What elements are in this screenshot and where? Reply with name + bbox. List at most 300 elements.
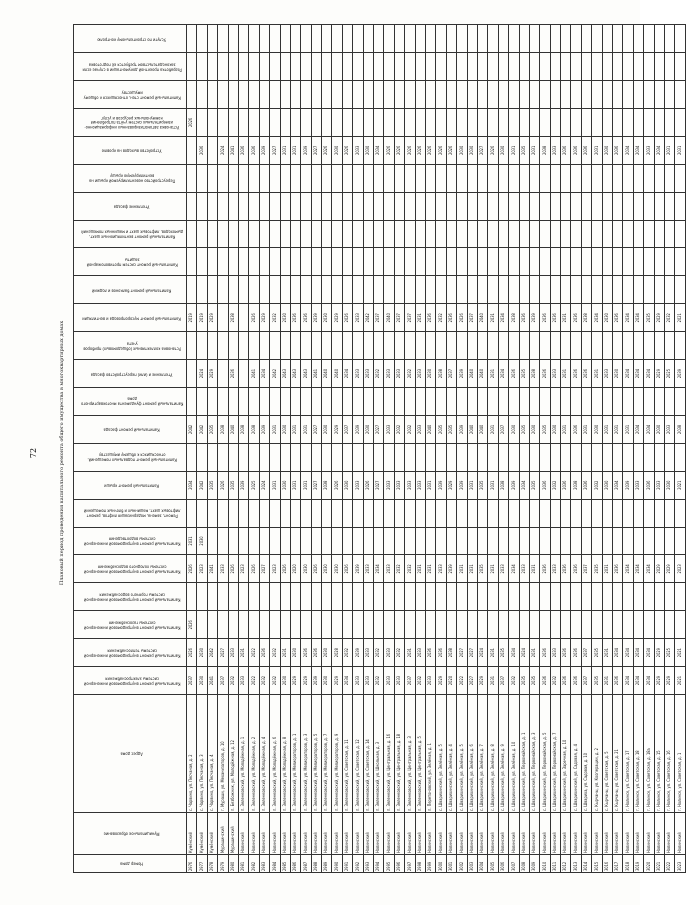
year-cell: 2040 (477, 415, 487, 443)
year-cell: 2030 (332, 136, 342, 164)
column-header-label: Капитальный ремонт внутридомовой инженерной системы холодного водоснабжения (83, 564, 181, 575)
municipality-cell: Нолинский (374, 813, 384, 855)
year-cell (550, 443, 560, 471)
year-cell: 2030 (363, 415, 373, 443)
year-cell (540, 108, 550, 136)
year-cell (405, 108, 415, 136)
year-cell (405, 164, 415, 192)
column-header-label: Установка коллективных (общедомовых) приборов учета (83, 341, 181, 352)
year-cell (633, 332, 643, 360)
year-cell: 2034 (633, 304, 643, 332)
year-cell (519, 388, 529, 416)
table-row (187, 25, 197, 873)
year-cell (540, 276, 550, 304)
year-cell: 2033 (415, 360, 425, 388)
address-cell: г. Нолинск, ул. Советская, д. 18 (633, 695, 643, 813)
year-cell (363, 611, 373, 639)
year-cell (384, 388, 394, 416)
year-cell (602, 53, 612, 81)
year-cell (581, 53, 591, 81)
address-cell: п. Зеленковский, ул. Молодёжная, д. 4 (259, 695, 269, 813)
year-cell (301, 248, 311, 276)
year-cell: 2029 (436, 667, 446, 695)
year-cell (405, 611, 415, 639)
year-cell: 2032 (342, 639, 352, 667)
year-cell (467, 53, 477, 81)
year-cell (581, 611, 591, 639)
column-header-label: Капитальный ремонт внутридомовой инженерной системы водоотведения (83, 537, 181, 547)
year-cell: 2042 (207, 639, 217, 667)
year-cell: 2032 (436, 304, 446, 332)
year-cell (436, 443, 446, 471)
municipality-cell: Нолинский (301, 813, 311, 855)
year-cell (311, 611, 321, 639)
year-cell (602, 81, 612, 109)
year-cell (384, 443, 394, 471)
year-cell: 2031 (664, 136, 674, 164)
year-cell (623, 220, 633, 248)
year-cell: 2036 (613, 136, 623, 164)
year-cell (207, 108, 217, 136)
year-cell (249, 25, 259, 53)
address-cell: г. Нолинск, ул. Советская, д. 17 (623, 695, 633, 813)
year-cell: 2022 (249, 667, 259, 695)
house-number-cell: 2999 (425, 855, 435, 873)
address-cell: с. Чарвино, ул. Песчаная, д. 3 (197, 695, 207, 813)
municipality-cell: Нолинский (571, 813, 581, 855)
year-cell: 2031 (529, 555, 539, 583)
year-cell: 2029 (259, 304, 269, 332)
year-cell (613, 192, 623, 220)
year-cell: 2033 (415, 415, 425, 443)
table-row (664, 25, 674, 873)
year-cell (581, 499, 591, 527)
address-cell: п. Зеленковский, ул. Молодёжная, д. 2 (249, 695, 259, 813)
year-cell (675, 25, 685, 53)
year-cell: 2031 (488, 667, 498, 695)
year-cell (509, 81, 519, 109)
year-cell (259, 25, 269, 53)
year-cell (342, 220, 352, 248)
year-cell (623, 248, 633, 276)
year-cell (280, 108, 290, 136)
year-cell (519, 220, 529, 248)
year-cell (477, 332, 487, 360)
year-cell (446, 192, 456, 220)
year-cell (425, 388, 435, 416)
house-number-cell: 3008 (519, 855, 529, 873)
year-cell: 2036 (238, 136, 248, 164)
year-cell: 2030 (197, 639, 207, 667)
year-cell (488, 81, 498, 109)
year-cell (353, 108, 363, 136)
address-cell: п. Зеленковский, ул. Молодёжная, д. 1 (238, 695, 248, 813)
year-cell (592, 443, 602, 471)
year-cell (218, 108, 228, 136)
year-cell (311, 81, 321, 109)
table-row (405, 25, 415, 873)
year-cell (332, 527, 342, 555)
municipality-cell: Нолинский (259, 813, 269, 855)
year-cell (218, 360, 228, 388)
year-cell (332, 25, 342, 53)
year-cell (550, 248, 560, 276)
year-cell (581, 220, 591, 248)
year-cell (290, 276, 300, 304)
year-cell (540, 81, 550, 109)
address-cell: с. Шварихинский, ул. Зелёная, д. 8 (488, 695, 498, 813)
year-cell (519, 583, 529, 611)
year-cell (529, 108, 539, 136)
year-cell: 2023 (197, 555, 207, 583)
year-cell (270, 499, 280, 527)
year-cell: 2033 (384, 360, 394, 388)
year-cell: 2033 (384, 555, 394, 583)
year-cell (415, 25, 425, 53)
year-cell (457, 220, 467, 248)
schedule-table-container (73, 25, 682, 873)
year-cell (446, 583, 456, 611)
year-cell (353, 388, 363, 416)
year-cell: 2036 (571, 415, 581, 443)
year-cell (633, 527, 643, 555)
year-cell (675, 108, 685, 136)
year-cell: 2040 (467, 415, 477, 443)
year-cell (187, 81, 197, 109)
year-cell: 2038 (529, 360, 539, 388)
year-cell: 2039 (436, 471, 446, 499)
year-cell (550, 499, 560, 527)
year-cell (249, 527, 259, 555)
year-cell (238, 248, 248, 276)
year-cell (477, 276, 487, 304)
year-cell: 2031 (561, 304, 571, 332)
year-cell (467, 81, 477, 109)
year-cell (187, 332, 197, 360)
year-cell: 2032 (270, 639, 280, 667)
year-cell (664, 388, 674, 416)
year-cell (301, 583, 311, 611)
column-header (74, 108, 187, 136)
year-cell (301, 192, 311, 220)
year-cell: 2032 (550, 471, 560, 499)
year-cell (436, 192, 446, 220)
year-cell (519, 527, 529, 555)
year-cell: 2027 (270, 136, 280, 164)
table-row (249, 25, 259, 873)
year-cell (238, 388, 248, 416)
year-cell (509, 443, 519, 471)
year-cell (394, 25, 404, 53)
year-cell (249, 388, 259, 416)
year-cell (259, 81, 269, 109)
year-cell (550, 332, 560, 360)
year-cell (342, 248, 352, 276)
year-cell (353, 192, 363, 220)
year-cell (602, 276, 612, 304)
year-cell (394, 220, 404, 248)
year-cell (436, 332, 446, 360)
year-cell (238, 108, 248, 136)
year-cell (187, 136, 197, 164)
house-number-cell: 2984 (270, 855, 280, 873)
year-cell: 2022 (457, 667, 467, 695)
year-cell (322, 108, 332, 136)
year-cell (384, 192, 394, 220)
year-cell (332, 611, 342, 639)
year-cell: 2032 (550, 667, 560, 695)
house-number-cell: 2988 (311, 855, 321, 873)
year-cell (384, 248, 394, 276)
year-cell (384, 332, 394, 360)
year-cell (498, 81, 508, 109)
year-cell: 2031 (561, 360, 571, 388)
year-cell: 2036 (571, 360, 581, 388)
year-cell: 2036 (561, 136, 571, 164)
year-cell (654, 164, 664, 192)
year-cell: 2036 (571, 136, 581, 164)
year-cell: 2031 (405, 639, 415, 667)
year-cell (498, 527, 508, 555)
year-cell (488, 220, 498, 248)
year-cell: 2026 (280, 555, 290, 583)
year-cell (301, 276, 311, 304)
year-cell (394, 583, 404, 611)
municipality-cell: Нолинский (654, 813, 664, 855)
year-cell: 2026 (394, 136, 404, 164)
year-cell (561, 443, 571, 471)
year-cell (228, 388, 238, 416)
municipality-cell: Мурашинский (228, 813, 238, 855)
year-cell (509, 164, 519, 192)
year-cell: 2031 (187, 527, 197, 555)
year-cell (457, 276, 467, 304)
column-header (74, 388, 187, 416)
year-cell (654, 388, 664, 416)
year-cell (311, 388, 321, 416)
municipality-cell: Нолинский (529, 813, 539, 855)
year-cell (561, 108, 571, 136)
municipality-cell: Нолинский (249, 813, 259, 855)
municipality-cell: Нолинский (405, 813, 415, 855)
year-cell (654, 611, 664, 639)
house-number-cell: 3011 (550, 855, 560, 873)
year-cell (280, 443, 290, 471)
year-cell: 2034 (498, 360, 508, 388)
column-header (74, 639, 187, 667)
year-cell (446, 611, 456, 639)
year-cell (581, 276, 591, 304)
year-cell (436, 108, 446, 136)
year-cell (602, 192, 612, 220)
year-cell (425, 443, 435, 471)
year-cell (477, 53, 487, 81)
year-cell: 2030 (322, 415, 332, 443)
year-cell (529, 583, 539, 611)
house-number-cell: 2981 (238, 855, 248, 873)
year-cell: 2042 (197, 471, 207, 499)
year-cell (675, 248, 685, 276)
year-cell: 2033 (384, 639, 394, 667)
house-number-cell: 3014 (581, 855, 591, 873)
year-cell: 2026 (342, 136, 352, 164)
year-cell (467, 388, 477, 416)
year-cell: 2033 (353, 667, 363, 695)
year-cell: 2039 (301, 136, 311, 164)
year-cell: 2027 (374, 471, 384, 499)
year-cell (623, 276, 633, 304)
year-cell (571, 388, 581, 416)
year-cell (207, 527, 217, 555)
year-cell: 2033 (519, 555, 529, 583)
year-cell (571, 25, 581, 53)
year-cell: 2036 (581, 136, 591, 164)
year-cell: 2034 (644, 360, 654, 388)
year-cell: 2035 (446, 415, 456, 443)
year-cell (332, 81, 342, 109)
year-cell (529, 527, 539, 555)
year-cell: 2037 (498, 667, 508, 695)
year-cell (581, 25, 591, 53)
year-cell: 2033 (405, 471, 415, 499)
year-cell (353, 248, 363, 276)
year-cell: 2041 (228, 136, 238, 164)
year-cell: 2032 (374, 667, 384, 695)
year-cell (218, 192, 228, 220)
year-cell: 2020 (290, 555, 300, 583)
year-cell: 2032 (394, 415, 404, 443)
year-cell (633, 25, 643, 53)
year-cell: 2036 (540, 304, 550, 332)
year-cell (405, 53, 415, 81)
year-cell (623, 81, 633, 109)
year-cell (675, 164, 685, 192)
year-cell (613, 53, 623, 81)
year-cell (207, 136, 217, 164)
year-cell: 2034 (633, 136, 643, 164)
year-cell: 2040 (228, 415, 238, 443)
year-cell: 2026 (415, 136, 425, 164)
year-cell (602, 527, 612, 555)
year-cell: 2033 (353, 304, 363, 332)
year-cell (571, 583, 581, 611)
year-cell: 2024 (218, 136, 228, 164)
year-cell (415, 611, 425, 639)
year-cell: 2026 (446, 136, 456, 164)
year-cell (353, 332, 363, 360)
year-cell: 2039 (675, 360, 685, 388)
year-cell: 2038 (218, 415, 228, 443)
year-cell: 2024 (477, 639, 487, 667)
year-cell: 2033 (384, 667, 394, 695)
year-cell (613, 388, 623, 416)
column-header (74, 276, 187, 304)
year-cell (415, 81, 425, 109)
year-cell (550, 192, 560, 220)
house-number-cell: 2992 (353, 855, 363, 873)
table-row (384, 25, 394, 873)
year-cell: 2038 (322, 471, 332, 499)
year-cell: 2034 (633, 639, 643, 667)
year-cell: 2034 (623, 360, 633, 388)
year-cell (332, 332, 342, 360)
year-cell: 2032 (374, 360, 384, 388)
year-cell (623, 611, 633, 639)
year-cell (488, 499, 498, 527)
year-cell: 2025 (664, 639, 674, 667)
year-cell (519, 276, 529, 304)
column-header-label: Капитальный ремонт балконов и лоджий (92, 288, 172, 294)
year-cell (488, 527, 498, 555)
year-cell: 2031 (529, 136, 539, 164)
year-cell (259, 220, 269, 248)
year-cell (259, 583, 269, 611)
year-cell (529, 248, 539, 276)
header-row (74, 25, 187, 873)
column-header-label: Капитальный ремонт внутридомовой инженерной системы электроснабжения (83, 676, 181, 687)
year-cell (405, 527, 415, 555)
year-cell: 2032 (259, 667, 269, 695)
address-cell: п. Безбожник, ул. Молодёжная, д. 12 (228, 695, 238, 813)
table-row (561, 25, 571, 873)
year-cell (290, 583, 300, 611)
year-cell: 2043 (290, 360, 300, 388)
column-header-label: Капитальный ремонт стен, относящихся к общему имуществу (83, 90, 181, 101)
year-cell (561, 527, 571, 555)
year-cell: 2033 (602, 360, 612, 388)
year-cell (197, 443, 207, 471)
year-cell: 2033 (353, 360, 363, 388)
year-cell (477, 443, 487, 471)
year-cell: 2026 (218, 471, 228, 499)
column-header-label: Номер дома (120, 861, 144, 867)
year-cell: 2029 (301, 667, 311, 695)
column-header (74, 527, 187, 555)
year-cell: 2032 (394, 555, 404, 583)
year-cell (498, 108, 508, 136)
address-cell: с. Шварихинский, ул. Зелёная, д. 5 (457, 695, 467, 813)
table-row (519, 25, 529, 873)
year-cell (581, 108, 591, 136)
column-header-label: Капитальный ремонт фасада (104, 427, 161, 433)
year-cell (446, 25, 456, 53)
year-cell (384, 276, 394, 304)
municipality-cell: Кумёнский (207, 813, 217, 855)
year-cell (592, 499, 602, 527)
year-cell (394, 332, 404, 360)
year-cell (613, 220, 623, 248)
year-cell (270, 192, 280, 220)
rotated-sheet (29, 23, 682, 883)
municipality-cell: Нолинский (644, 813, 654, 855)
year-cell (270, 81, 280, 109)
address-cell: с. Шварихинский, ул. Заречная, д. 10 (561, 695, 571, 813)
column-header-label: Капитальный ремонт вентиляционных шахт, дымоходов, лифтовых шахт и машинных помещений (81, 230, 183, 240)
year-cell (467, 332, 477, 360)
year-cell: 2041 (311, 360, 321, 388)
year-cell (207, 25, 217, 53)
year-cell (353, 499, 363, 527)
year-cell: 2039 (509, 471, 519, 499)
year-cell (290, 81, 300, 109)
municipality-cell: Нолинский (623, 813, 633, 855)
year-cell: 2036 (613, 555, 623, 583)
year-cell (602, 108, 612, 136)
year-cell: 2030 (550, 415, 560, 443)
house-number-cell: 2995 (384, 855, 394, 873)
year-cell (509, 583, 519, 611)
house-number-cell: 2991 (342, 855, 352, 873)
